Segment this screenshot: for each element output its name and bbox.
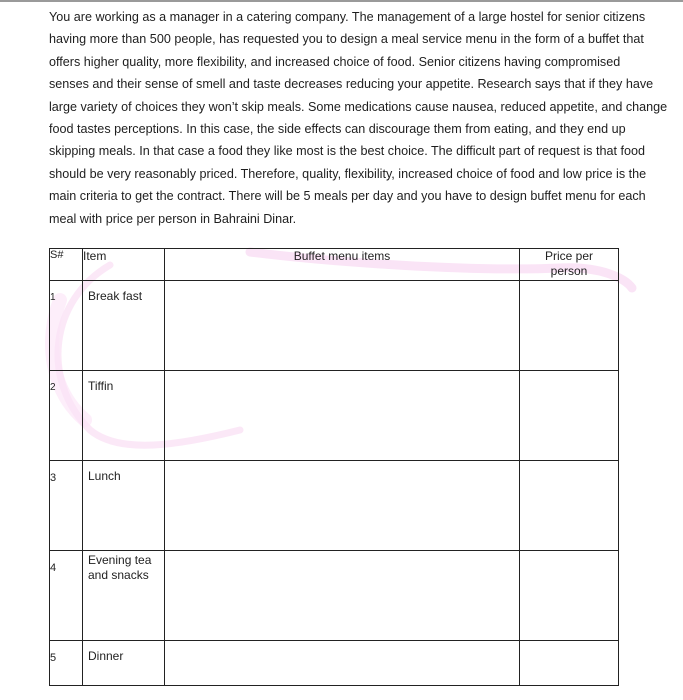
header-price-per-person xyxy=(520,249,619,281)
row-price-cell[interactable] xyxy=(520,641,619,686)
paragraph-line: having more than 500 people, has requested you to design a meal service menu in the form of a buffet that xyxy=(49,32,644,47)
row-item: Break fast xyxy=(83,281,165,371)
row-item: Tiffin xyxy=(83,371,165,461)
paragraph-line: main criteria to get the contract. There will be 5 meals per day and you have to design buffet menu for each xyxy=(49,189,646,204)
paragraph-line: large variety of choices they won’t skip meals. Some medications cause nausea, reduced appetite, and change xyxy=(49,99,668,114)
buffet-menu-table xyxy=(49,248,619,686)
row-item: Dinner xyxy=(83,641,165,686)
paragraph-line: meal with price per person in Bahraini Dinar. xyxy=(49,211,297,226)
paragraph-line: food tastes perceptions. In this case, the side effects can discourage them from eating, and they end up xyxy=(49,122,626,137)
header-sno: S# xyxy=(50,249,83,281)
table-row xyxy=(50,641,619,686)
row-buffet-cell[interactable] xyxy=(165,281,520,371)
instructions-paragraph xyxy=(49,6,668,230)
table-row xyxy=(50,551,619,641)
header-price-line2: person xyxy=(550,264,588,278)
paragraph-line: offers higher quality, more flexibility, and increased choice of food. Senior citizens having compromised xyxy=(49,54,621,69)
header-item: Item xyxy=(83,249,165,281)
row-sno: 1 xyxy=(50,281,83,371)
row-price-cell[interactable] xyxy=(520,461,619,551)
header-price-line1: Price per xyxy=(544,249,594,263)
paragraph-line: You are working as a manager in a catering company. The management of a large hostel for senior citizens xyxy=(49,10,646,24)
row-item: Lunch xyxy=(83,461,165,551)
paragraph-line: skipping meals. In that case a food they like most is the best choice. The difficult part of request is that food xyxy=(49,144,645,159)
row-sno: 5 xyxy=(50,641,83,686)
row-sno: 4 xyxy=(50,551,83,641)
row-sno: 2 xyxy=(50,371,83,461)
page-top-border xyxy=(0,0,683,2)
table-row xyxy=(50,461,619,551)
table-row xyxy=(50,281,619,371)
row-price-cell[interactable] xyxy=(520,281,619,371)
paragraph-line: should be very reasonably priced. Therefore, quality, flexibility, increased choice of food and low price is the xyxy=(49,166,647,181)
row-buffet-cell[interactable] xyxy=(165,641,520,686)
header-buffet-menu-items: Buffet menu items xyxy=(165,249,520,281)
table-header-row xyxy=(50,249,619,281)
row-price-cell[interactable] xyxy=(520,551,619,641)
row-price-cell[interactable] xyxy=(520,371,619,461)
row-sno: 3 xyxy=(50,461,83,551)
paragraph-line: senses and their sense of smell and taste decreases reducing your appetite. Research says that if they have xyxy=(49,77,654,92)
table-row xyxy=(50,371,619,461)
row-buffet-cell[interactable] xyxy=(165,461,520,551)
row-buffet-cell[interactable] xyxy=(165,371,520,461)
row-buffet-cell[interactable] xyxy=(165,551,520,641)
row-item: Evening tea and snacks xyxy=(83,551,165,641)
